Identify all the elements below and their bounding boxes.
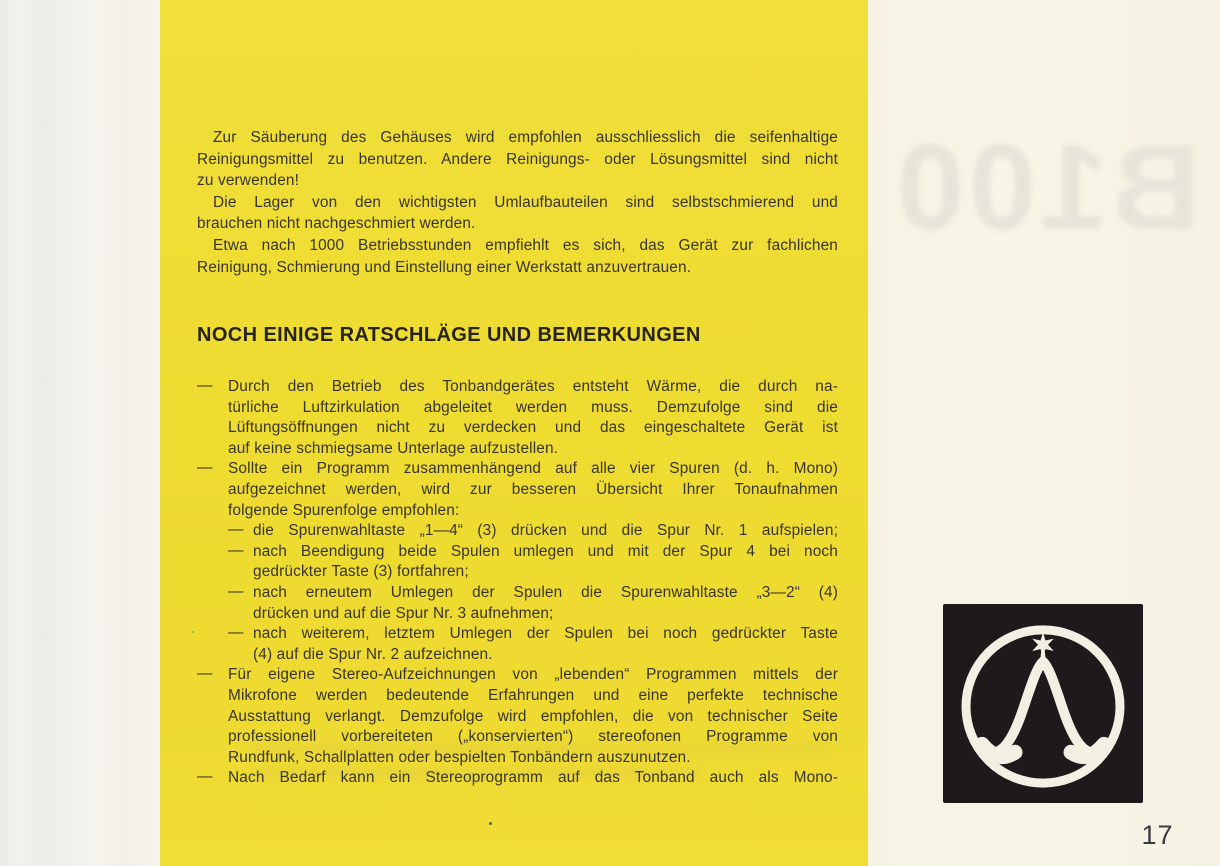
- dash-marker: —: [197, 459, 213, 477]
- text-line: gedrückter Taste (3) fortfahren;: [253, 563, 469, 581]
- text-line: drücken und auf die Spur Nr. 3 aufnehmen;: [253, 604, 554, 622]
- text-line: Reinigungsmittel zu benutzen. Andere Reinigungs- oder Lösungsmittel sind nicht: [197, 150, 838, 168]
- text-line: Sollte ein Programm zusammenhängend auf alle vier Spuren (d. h. Mono): [228, 460, 838, 478]
- text-line: türliche Luftzirkulation abgeleitet werden muss. Demzufolge sind die: [228, 398, 838, 416]
- text-line: (4) auf die Spur Nr. 2 aufzeichnen.: [253, 645, 493, 663]
- paper-speck: [489, 822, 492, 825]
- text-line: Nach Bedarf kann ein Stereoprogramm auf das Tonband auch als Mono-: [228, 769, 838, 787]
- text-line: die Spurenwahltaste „1—4“ (3) drücken und die Spur Nr. 1 aufspielen;: [253, 522, 838, 540]
- dash-marker: —: [228, 521, 244, 539]
- list-item-text: [228, 665, 838, 768]
- text-line: Ausstattung verlangt. Demzufolge wird empfohlen, die von technischer Seite: [228, 707, 838, 725]
- dash-marker: —: [197, 768, 213, 786]
- list-item-text: [253, 624, 838, 665]
- bleed-through-model-number: B100: [892, 119, 1200, 255]
- text-line: folgende Spurenfolge empfohlen:: [228, 501, 460, 519]
- tesla-logo: [943, 604, 1143, 803]
- text-line: nach erneutem Umlegen der Spulen die Spurenwahltaste „3—2“ (4): [253, 583, 838, 601]
- list-item: [197, 768, 838, 789]
- text-line: brauchen nicht nachgeschmiert werden.: [197, 215, 476, 233]
- list-item-text: [253, 583, 838, 624]
- text-line: Lüftungsöffnungen nicht zu verdecken und das eingeschaltete Gerät ist: [228, 419, 838, 437]
- list-item: [228, 521, 838, 542]
- tesla-logo-graphic: [943, 604, 1143, 803]
- dash-marker: —: [228, 582, 244, 600]
- text-line: Rundfunk, Schallplatten oder bespielten Tonbändern auszunutzen.: [228, 748, 691, 766]
- dash-marker: —: [228, 541, 244, 559]
- list-item-text: [228, 459, 838, 521]
- text-line: Zur Säuberung des Gehäuses wird empfohlen ausschliesslich die seifenhaltige: [213, 129, 838, 146]
- list-item-text: [253, 542, 838, 583]
- text-line: aufgezeichnet werden, wird zur besseren Übersicht Ihrer Tonaufnahmen: [228, 480, 838, 498]
- section-heading: NOCH EINIGE RATSCHLÄGE UND BEMERKUNGEN: [197, 324, 701, 346]
- text-line: nach Beendigung beide Spulen umlegen und mit der Spur 4 bei noch: [253, 542, 838, 560]
- paragraph: [197, 127, 838, 192]
- paragraph: [197, 192, 838, 235]
- list-item: [228, 624, 838, 665]
- page-number: 17: [1141, 820, 1174, 850]
- list-item-text: [253, 521, 838, 542]
- list-item: [228, 583, 838, 624]
- text-line: Für eigene Stereo-Aufzeichnungen von „lebenden“ Programmen mittels der: [228, 666, 838, 684]
- text-line: Die Lager von den wichtigsten Umlaufbauteilen sind selbstschmierend und: [213, 193, 838, 211]
- advice-list: [197, 377, 838, 789]
- list-item: [197, 459, 838, 521]
- page-left-edge: [0, 0, 160, 866]
- text-line: nach weiterem, letztem Umlegen der Spulen bei noch gedrückter Taste: [253, 625, 838, 643]
- intro-paragraphs: [197, 127, 838, 278]
- list-item-text: [228, 377, 838, 459]
- text-line: Etwa nach 1000 Betriebsstunden empfiehlt es sich, das Gerät zur fachlichen: [213, 236, 838, 254]
- text-line: Reinigung, Schmierung und Einstellung einer Werkstatt anzuvertrauen.: [197, 258, 692, 276]
- text-line: zu verwenden!: [197, 172, 300, 190]
- list-item-text: [228, 768, 838, 789]
- text-line: Durch den Betrieb des Tonbandgerätes entsteht Wärme, die durch na-: [228, 378, 838, 395]
- text-line: auf keine schmiegsame Unterlage aufzustellen.: [228, 439, 559, 457]
- list-item: [197, 377, 838, 459]
- paragraph: [197, 235, 838, 278]
- dash-marker: —: [197, 665, 213, 683]
- dash-marker: —: [197, 377, 213, 394]
- list-item: [197, 665, 838, 768]
- text-line: Mikrofone werden bedeutende Erfahrungen und eine perfekte technische: [228, 686, 838, 704]
- dash-marker: —: [228, 624, 244, 642]
- list-item: [228, 542, 838, 583]
- paper-speck: [192, 631, 194, 633]
- text-line: professionell vorbereiteten („konservierten“) stereofonen Programme von: [228, 728, 838, 746]
